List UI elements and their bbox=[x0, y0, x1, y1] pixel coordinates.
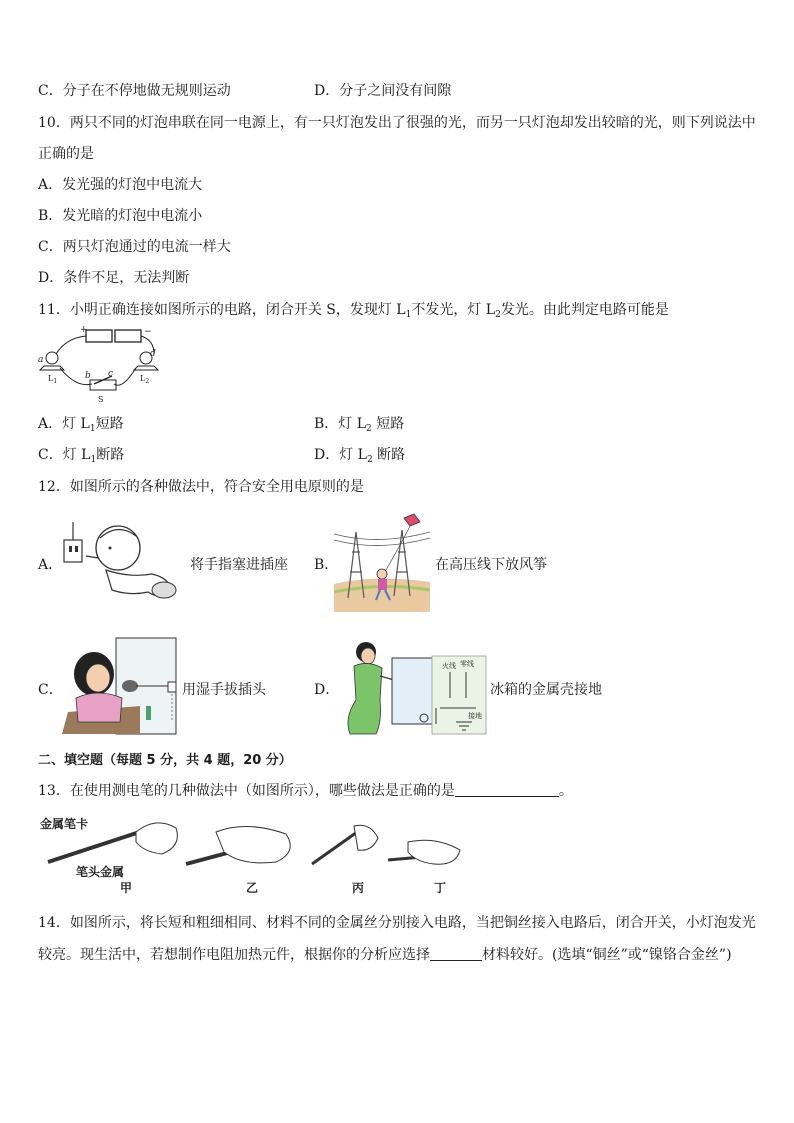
svg-text:−: − bbox=[144, 327, 152, 337]
q11-circuit-figure bbox=[36, 326, 166, 406]
q10-option-a: A．发光强的灯泡中电流大 bbox=[38, 177, 203, 193]
svg-text:乙: 乙 bbox=[246, 881, 259, 895]
svg-text:L1: $L_1$ bbox=[48, 374, 58, 385]
pen-yi bbox=[186, 826, 290, 864]
wall-socket bbox=[64, 540, 82, 562]
svg-text:S: S bbox=[98, 395, 104, 404]
q10-option-d: D．条件不足，无法判断 bbox=[38, 270, 190, 286]
q12-option-d-letter: D． bbox=[314, 682, 340, 698]
pen-ding bbox=[388, 840, 460, 864]
svg-text:L2: $L_2$ bbox=[140, 374, 150, 385]
svg-text:接地: 接地 bbox=[468, 712, 482, 720]
q12-option-c-caption: 用湿手拔插头 bbox=[182, 682, 266, 698]
q12-option-d-image bbox=[336, 638, 488, 736]
lamp-l1 bbox=[46, 352, 58, 364]
q12-option-a-caption: 将手指塞进插座 bbox=[190, 557, 288, 573]
q9-option-d: D．分子之间没有间隙 bbox=[314, 83, 452, 99]
q11-option-b: B．灯 $L_2$ 短路 bbox=[314, 416, 405, 434]
q10-option-c: C．两只灯泡通过的电流一样大 bbox=[38, 239, 231, 255]
svg-text:火线: 火线 bbox=[442, 662, 456, 670]
woman-dress bbox=[348, 663, 382, 734]
q13-stem: 13．在使用测电笔的几种做法中（如图所示），哪些做法是正确的是 。 bbox=[38, 783, 573, 799]
q12-option-a-image bbox=[60, 518, 185, 603]
q10-stem-line2: 正确的是 bbox=[38, 146, 94, 162]
svg-text:笔头金属: 笔头金属 bbox=[76, 865, 125, 879]
q12-option-c-letter: C． bbox=[38, 682, 63, 698]
svg-text:丁: 丁 bbox=[434, 881, 447, 895]
pen-bing bbox=[312, 825, 378, 864]
svg-text:c: c bbox=[108, 369, 114, 379]
svg-text:a: a bbox=[38, 355, 44, 365]
switch-s bbox=[90, 380, 116, 390]
svg-text:+: + bbox=[80, 326, 88, 335]
svg-text:甲: 甲 bbox=[120, 881, 133, 895]
svg-text:金属笔卡: 金属笔卡 bbox=[40, 817, 89, 831]
q14-line2: 较亮。现生活中，若想制作电阻加热元件，根据你的分析应选择 材料较好。(选填“铜丝”或“镍铬合金丝”) bbox=[38, 947, 732, 963]
q14-answer-blank[interactable] bbox=[430, 946, 482, 961]
svg-text:d: d bbox=[150, 349, 156, 359]
q12-option-d-caption: 冰箱的金属壳接地 bbox=[490, 682, 602, 698]
fridge bbox=[392, 658, 438, 724]
q9-option-c: C．分子在不停地做无规则运动 bbox=[38, 83, 231, 99]
q11-option-c: C．灯 $L_1$断路 bbox=[38, 447, 125, 465]
q12-stem: 12．如图所示的各种做法中，符合安全用电原则的是 bbox=[38, 479, 364, 495]
q13-test-pen-figure bbox=[36, 812, 476, 896]
plug bbox=[168, 682, 176, 692]
q12-option-c-image bbox=[60, 636, 180, 736]
q14-line1: 14．如图所示，将长短和粗细相同、材料不同的金属丝分别接入电路，当把铜丝接入电路后，闭合开关，小灯泡发光 bbox=[38, 915, 756, 931]
q10-stem-line1: 10．两只不同的灯泡串联在同一电源上，有一只灯泡发出了很强的光，而另一只灯泡却发出较暗的光，则下列说法中 bbox=[38, 115, 756, 131]
hair-dryer bbox=[122, 680, 138, 692]
battery-cell-2 bbox=[115, 330, 141, 342]
q10-option-b: B．发光暗的灯泡中电流小 bbox=[38, 208, 203, 224]
q11-stem: 11．小明正确连接如图所示的电路，闭合开关 S，发现灯 $L_1$不发光，灯 $L_2$发光。由此判定电路可能是 bbox=[38, 302, 669, 320]
battery-cell-1 bbox=[86, 330, 112, 342]
q13-answer-blank[interactable] bbox=[455, 782, 559, 797]
svg-text:零线: 零线 bbox=[460, 660, 474, 668]
q11-option-a: A．灯 $L_1$短路 bbox=[38, 416, 124, 434]
baby-head bbox=[96, 526, 140, 570]
child bbox=[377, 569, 387, 579]
q12-option-b-caption: 在高压线下放风筝 bbox=[435, 557, 547, 573]
q12-option-b-image bbox=[334, 512, 430, 612]
q12-option-b-letter: B． bbox=[314, 557, 339, 573]
svg-text:丙: 丙 bbox=[352, 881, 365, 895]
woman-body bbox=[76, 693, 122, 722]
q12-option-a-letter: A． bbox=[38, 557, 63, 573]
svg-text:b: b bbox=[85, 371, 91, 381]
kite bbox=[404, 514, 420, 526]
q11-option-d: D．灯 $L_2$ 断路 bbox=[314, 447, 406, 465]
section-title: 二、填空题（每题 5 分，共 4 题，20 分） bbox=[38, 753, 292, 768]
